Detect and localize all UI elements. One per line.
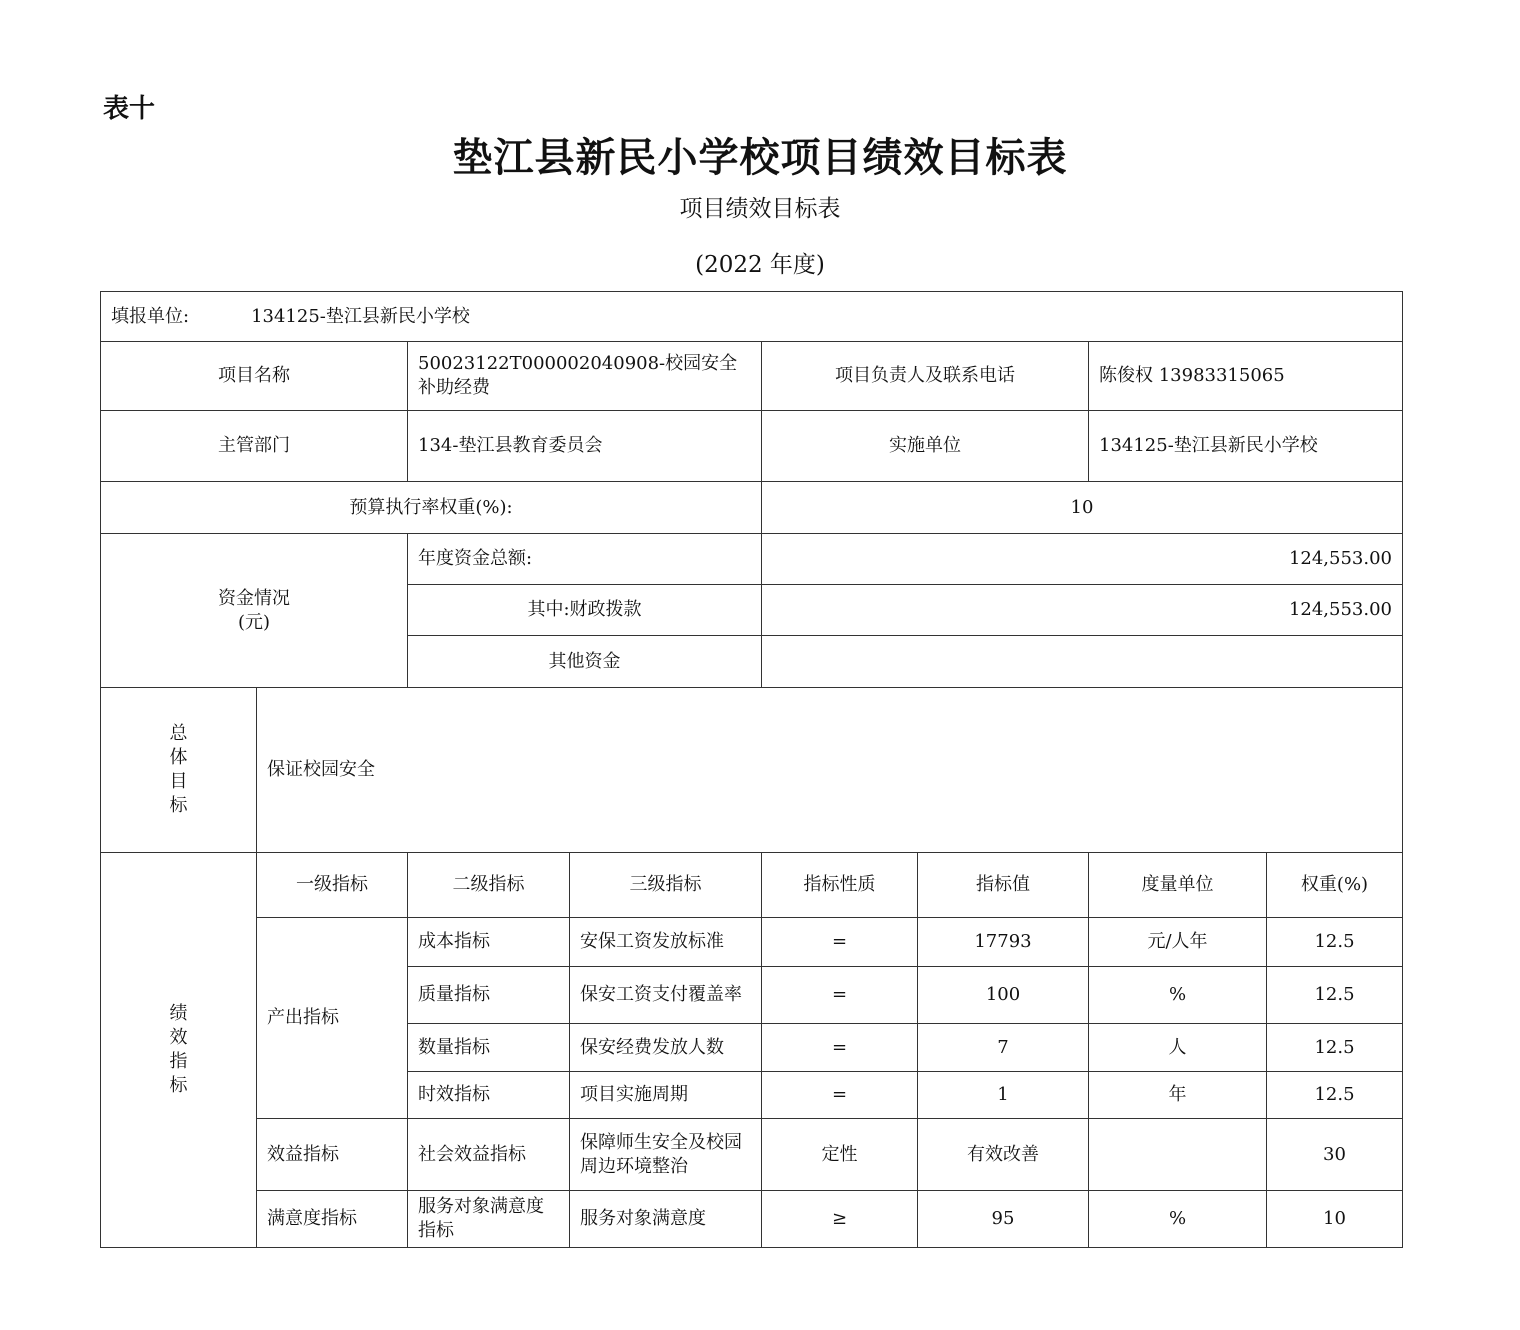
- weight-cell: 12.5: [1267, 967, 1403, 1024]
- funds-fiscal-value: 124,553.00: [762, 585, 1403, 636]
- level2-cell: 数量指标: [408, 1024, 570, 1072]
- header-value: 指标值: [918, 853, 1089, 918]
- level3-cell: 服务对象满意度: [570, 1191, 762, 1248]
- unit-cell: 元/人年: [1089, 918, 1267, 967]
- department-value: 134-垫江县教育委员会: [408, 411, 762, 482]
- reporting-unit-row: [101, 292, 1403, 342]
- fiscal-year: (2022 年度): [695, 252, 825, 278]
- funds-total-row: [101, 534, 1403, 585]
- weight-cell: 12.5: [1267, 1024, 1403, 1072]
- funds-other-value: [762, 636, 1403, 688]
- contact-label: 项目负责人及联系电话: [762, 342, 1089, 411]
- goal-char: 标: [169, 795, 188, 816]
- header-level1: 一级指标: [257, 853, 408, 918]
- indicators-char: 标: [169, 1075, 188, 1096]
- level2-cell: 成本指标: [408, 918, 570, 967]
- level3-cell: 项目实施周期: [570, 1072, 762, 1119]
- value-cell: 17793: [918, 918, 1089, 967]
- nature-cell: =: [762, 918, 918, 967]
- unit-cell: [1089, 1119, 1267, 1191]
- indicators-char: 绩: [169, 1003, 188, 1024]
- funds-other-label: 其他资金: [408, 636, 762, 688]
- table-row: [101, 918, 1403, 967]
- header-level3: 三级指标: [570, 853, 762, 918]
- nature-cell: =: [762, 1072, 918, 1119]
- overall-goal-value: 保证校园安全: [257, 688, 1403, 853]
- indicators-char: 效: [169, 1027, 188, 1048]
- weight-cell: 30: [1267, 1119, 1403, 1191]
- page-title: 垫江县新民小学校项目绩效目标表: [452, 134, 1068, 181]
- level3-cell: 保安经费发放人数: [570, 1024, 762, 1072]
- weight-cell: 12.5: [1267, 918, 1403, 967]
- goal-char: 目: [169, 771, 188, 792]
- value-cell: 95: [918, 1191, 1089, 1248]
- funds-label-line1: 资金情况: [218, 587, 290, 609]
- level3-cell: 保障师生安全及校园周边环境整治: [570, 1119, 762, 1191]
- table-row: [101, 1119, 1403, 1191]
- unit-cell: %: [1089, 967, 1267, 1024]
- goal-char: 总: [169, 723, 188, 744]
- funds-fiscal-label: 其中:财政拨款: [408, 585, 762, 636]
- header-weight: 权重(%): [1267, 853, 1403, 918]
- implementing-unit-value: 134125-垫江县新民小学校: [1089, 411, 1403, 482]
- funds-label: [101, 534, 408, 688]
- overall-goal-label: [101, 688, 257, 853]
- level1-cell: 满意度指标: [257, 1191, 408, 1248]
- project-name-label: 项目名称: [101, 342, 408, 411]
- budget-rate-label: 预算执行率权重(%):: [101, 482, 762, 534]
- header-nature: 指标性质: [762, 853, 918, 918]
- level2-cell: 服务对象满意度指标: [408, 1191, 570, 1248]
- department-row: [101, 411, 1403, 482]
- level3-cell: 安保工资发放标准: [570, 918, 762, 967]
- unit-cell: 年: [1089, 1072, 1267, 1119]
- funds-total-value: 124,553.00: [762, 534, 1403, 585]
- level2-cell: 社会效益指标: [408, 1119, 570, 1191]
- funds-total-label: 年度资金总额:: [408, 534, 762, 585]
- performance-table: [100, 291, 1403, 1248]
- reporting-unit-value: 134125-垫江县新民小学校: [251, 305, 470, 327]
- level3-cell: 保安工资支付覆盖率: [570, 967, 762, 1024]
- page-subtitle: 项目绩效目标表: [679, 196, 841, 222]
- unit-cell: %: [1089, 1191, 1267, 1248]
- level2-cell: 时效指标: [408, 1072, 570, 1119]
- project-name-row: [101, 342, 1403, 411]
- funds-label-line2: (元): [237, 611, 271, 633]
- value-cell: 100: [918, 967, 1089, 1024]
- budget-rate-value: 10: [762, 482, 1403, 534]
- implementing-unit-label: 实施单位: [762, 411, 1089, 482]
- value-cell: 有效改善: [918, 1119, 1089, 1191]
- indicators-char: 指: [169, 1051, 188, 1072]
- level2-cell: 质量指标: [408, 967, 570, 1024]
- table-number: 表十: [103, 94, 156, 124]
- header-unit: 度量单位: [1089, 853, 1267, 918]
- value-cell: 7: [918, 1024, 1089, 1072]
- indicators-label: [101, 853, 257, 1248]
- nature-cell: =: [762, 967, 918, 1024]
- indicator-header-row: [101, 853, 1403, 918]
- project-name-value: 50023122T000002040908-校园安全补助经费: [408, 342, 762, 411]
- table-row: [101, 1191, 1403, 1248]
- reporting-unit-cell: [101, 292, 1403, 342]
- level1-cell: 效益指标: [257, 1119, 408, 1191]
- header-level2: 二级指标: [408, 853, 570, 918]
- nature-cell: =: [762, 1024, 918, 1072]
- reporting-unit-label: 填报单位:: [111, 305, 190, 327]
- nature-cell: ≥: [762, 1191, 918, 1248]
- department-label: 主管部门: [101, 411, 408, 482]
- weight-cell: 12.5: [1267, 1072, 1403, 1119]
- level1-cell: 产出指标: [257, 918, 408, 1119]
- nature-cell: 定性: [762, 1119, 918, 1191]
- weight-cell: 10: [1267, 1191, 1403, 1248]
- goal-char: 体: [169, 747, 188, 768]
- overall-goal-row: [101, 688, 1403, 853]
- value-cell: 1: [918, 1072, 1089, 1119]
- contact-value: 陈俊权 13983315065: [1089, 342, 1403, 411]
- budget-rate-row: [101, 482, 1403, 534]
- unit-cell: 人: [1089, 1024, 1267, 1072]
